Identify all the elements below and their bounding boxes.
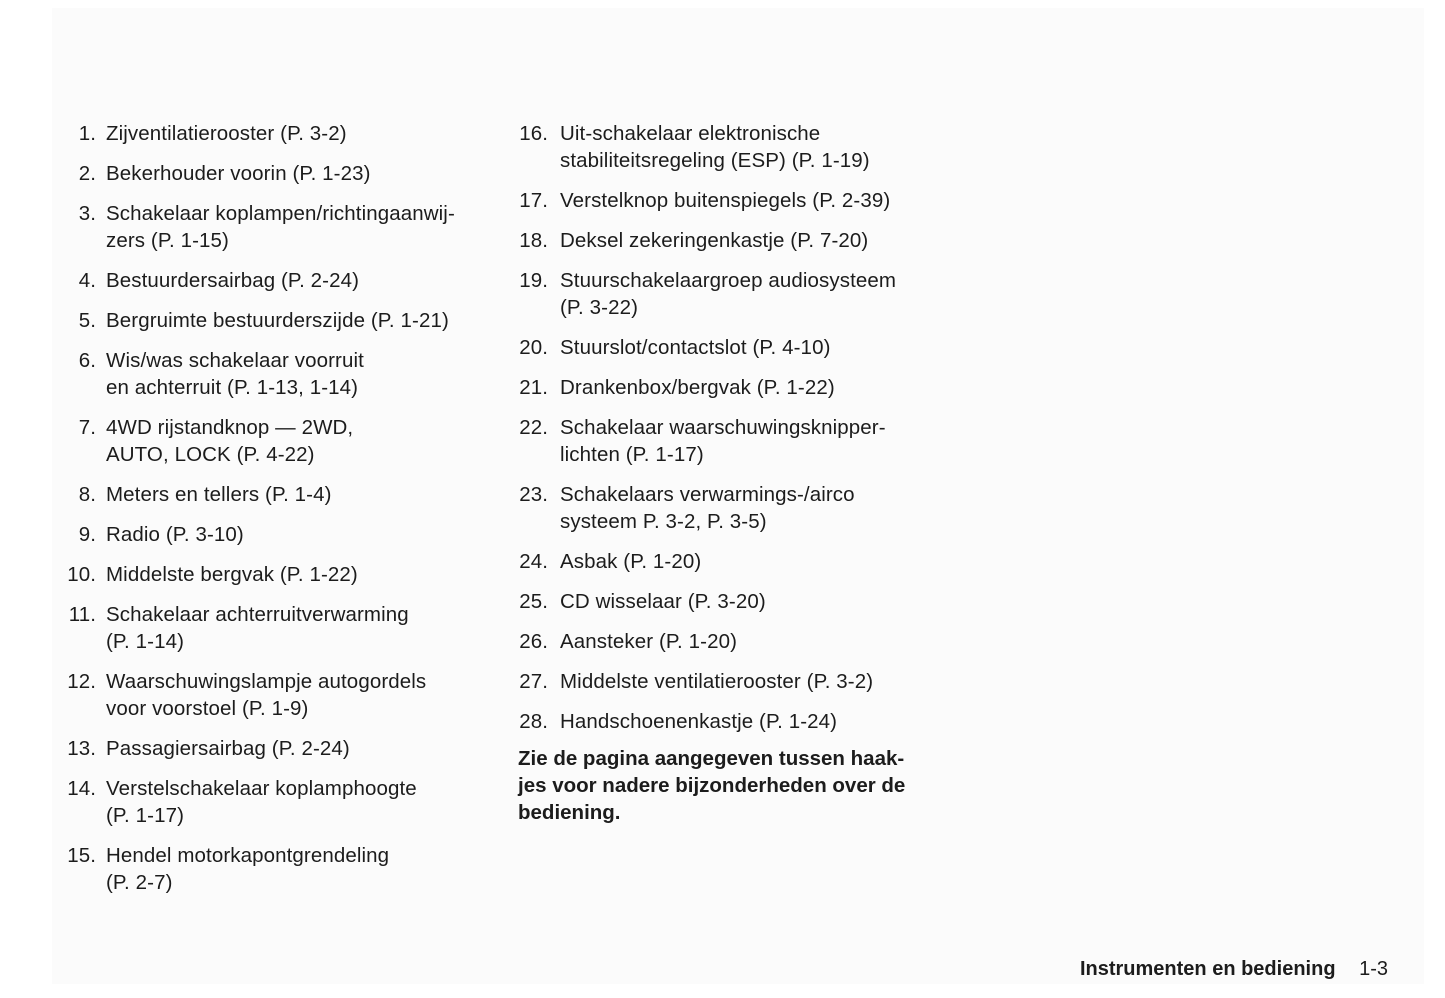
legend-item-number: 15. — [67, 844, 96, 867]
legend-item-text: Middelste bergvak (P. 1-22) — [106, 563, 358, 586]
legend-item — [504, 414, 944, 468]
legend-item-text: Asbak (P. 1-20) — [560, 550, 702, 573]
legend-item-number: 1. — [78, 122, 96, 145]
legend-item-text: Schakelaar achterruitverwarming (P. 1-14) — [106, 603, 409, 653]
legend-item-number: 11. — [68, 603, 96, 626]
legend-item-number: 28. — [519, 710, 548, 733]
legend-item-text: Meters en tellers (P. 1-4) — [106, 483, 332, 506]
legend-item-number: 27. — [519, 670, 548, 693]
legend-item-number: 26. — [519, 630, 548, 653]
legend-item — [504, 374, 944, 401]
legend-item-number: 22. — [519, 416, 548, 439]
legend-item — [504, 227, 944, 254]
legend-item-text: Hendel motorkapontgrendeling (P. 2-7) — [106, 844, 390, 894]
legend-item-number: 9. — [78, 523, 96, 546]
legend-item-number: 3. — [78, 202, 96, 225]
legend-item — [504, 708, 944, 735]
legend-item — [52, 481, 492, 508]
manual-page — [52, 8, 1424, 984]
legend-item-number: 18. — [519, 229, 548, 252]
legend-item-number: 17. — [519, 189, 548, 212]
legend-item-text: Stuurslot/contactslot (P. 4-10) — [560, 336, 831, 359]
page-footer — [1080, 956, 1388, 982]
legend-item-number: 4. — [78, 269, 96, 292]
legend-item-number: 10. — [67, 563, 96, 586]
legend-item — [504, 668, 944, 695]
legend-item-text: Schakelaar koplampen/richtingaanwij- zers (P. 1-15) — [106, 202, 455, 252]
section-title: Instrumenten en bediening — [1079, 958, 1336, 980]
legend-item — [52, 414, 492, 468]
page-number: 1-3 — [1359, 958, 1388, 980]
legend-list-right — [504, 120, 944, 748]
legend-item — [52, 347, 492, 401]
legend-item-number: 7. — [78, 416, 96, 439]
legend-item-text: Passagiersairbag (P. 2-24) — [106, 737, 350, 760]
legend-item-number: 2. — [78, 162, 96, 185]
legend-item — [52, 160, 492, 187]
legend-item-text: Bergruimte bestuurderszijde (P. 1-21) — [106, 309, 449, 332]
legend-item-text: Aansteker (P. 1-20) — [560, 630, 738, 653]
legend-item-number: 12. — [67, 670, 96, 693]
legend-item-text: Middelste ventilatierooster (P. 3-2) — [560, 670, 874, 693]
legend-item — [52, 521, 492, 548]
legend-item — [504, 334, 944, 361]
legend-item — [504, 187, 944, 214]
legend-item-text: Uit-schakelaar elektronische stabiliteitsregeling (ESP) (P. 1-19) — [560, 122, 870, 172]
legend-item-number: 16. — [519, 122, 548, 145]
legend-item — [52, 735, 492, 762]
legend-item-number: 13. — [67, 737, 96, 760]
legend-item-text: Schakelaar waarschuwingsknipper- lichten (P. 1-17) — [560, 416, 886, 466]
legend-item — [52, 601, 492, 655]
legend-item — [52, 200, 492, 254]
legend-item — [52, 561, 492, 588]
legend-item — [504, 267, 944, 321]
legend-item — [52, 307, 492, 334]
legend-item-number: 8. — [78, 483, 96, 506]
legend-item-text: Waarschuwingslampje autogordels voor voorstoel (P. 1-9) — [106, 670, 427, 720]
legend-item-text: Radio (P. 3-10) — [106, 523, 244, 546]
legend-list-left — [52, 120, 492, 909]
legend-item-text: Deksel zekeringenkastje (P. 7-20) — [560, 229, 869, 252]
legend-item-text: Wis/was schakelaar voorruit en achterruit (P. 1-13, 1-14) — [106, 349, 364, 399]
legend-item-number: 23. — [519, 483, 548, 506]
legend-item-text: Bestuurdersairbag (P. 2-24) — [106, 269, 360, 292]
legend-item — [52, 267, 492, 294]
legend-item — [52, 668, 492, 722]
legend-item-text: Zijventilatierooster (P. 3-2) — [106, 122, 347, 145]
legend-item-text: 4WD rijstandknop — 2WD, AUTO, LOCK (P. 4-22) — [106, 416, 354, 466]
legend-item — [52, 120, 492, 147]
legend-item-text: Bekerhouder voorin (P. 1-23) — [106, 162, 371, 185]
legend-item — [504, 548, 944, 575]
legend-item-text: Verstelknop buitenspiegels (P. 2-39) — [560, 189, 891, 212]
legend-item-number: 21. — [519, 376, 548, 399]
legend-item-number: 24. — [519, 550, 548, 573]
legend-item-number: 6. — [78, 349, 96, 372]
legend-item-text: Handschoenenkastje (P. 1-24) — [560, 710, 838, 733]
legend-item-number: 20. — [519, 336, 548, 359]
legend-item — [504, 481, 944, 535]
legend-item — [52, 775, 492, 829]
legend-item-text: Drankenbox/bergvak (P. 1-22) — [560, 376, 835, 399]
legend-item-number: 25. — [519, 590, 548, 613]
legend-item — [504, 588, 944, 615]
legend-item-text: Verstelschakelaar koplamphoogte (P. 1-17) — [106, 777, 417, 827]
legend-item-number: 5. — [78, 309, 96, 332]
legend-item-number: 19. — [519, 269, 548, 292]
legend-item — [504, 120, 944, 174]
legend-item — [52, 842, 492, 896]
legend-item-text: CD wisselaar (P. 3-20) — [560, 590, 766, 613]
legend-item — [504, 628, 944, 655]
reference-note: Zie de pagina aangegeven tussen haak- jes voor nadere bijzonderheden over de bediening. — [518, 747, 906, 824]
legend-item-text: Stuurschakelaargroep audiosysteem (P. 3-22) — [560, 269, 897, 319]
legend-item-text: Schakelaars verwarmings-/airco systeem P. 3-2, P. 3-5) — [560, 483, 855, 533]
legend-item-number: 14. — [67, 777, 96, 800]
